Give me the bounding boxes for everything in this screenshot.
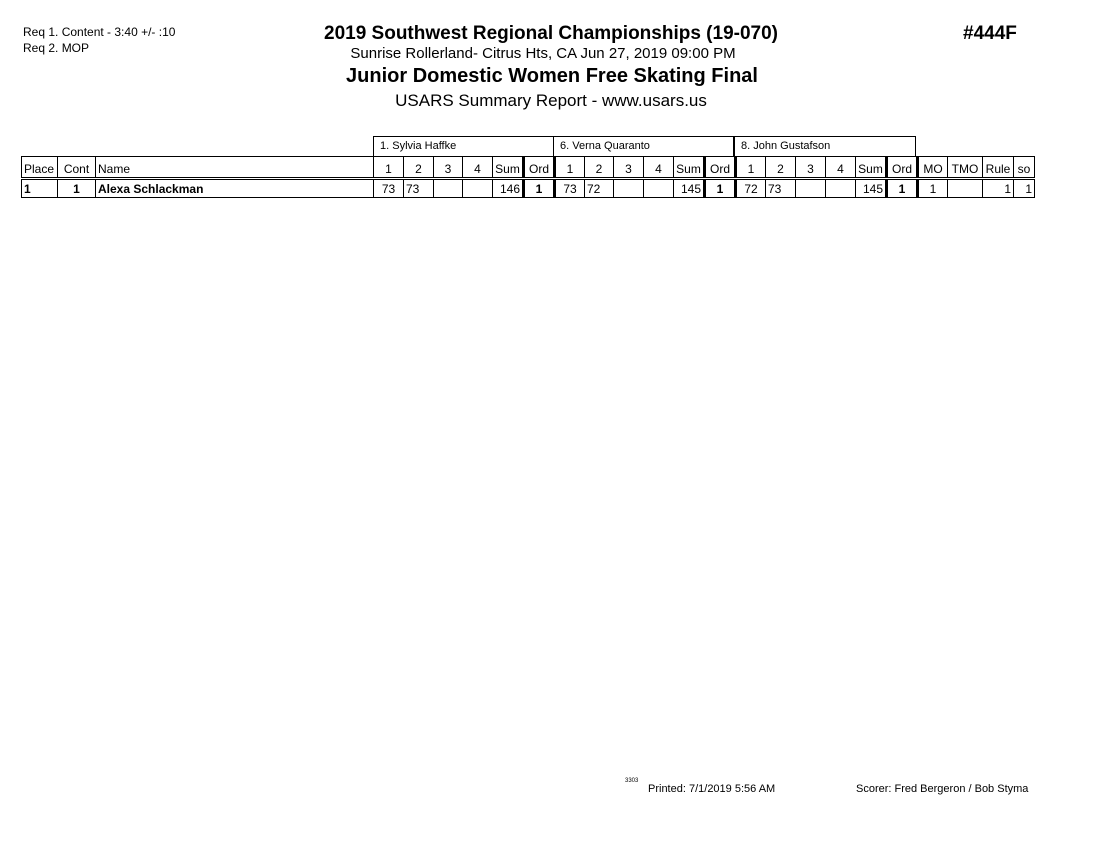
cell-j3-s1: 72 bbox=[736, 179, 766, 198]
col-j1-s3: 3 bbox=[434, 157, 463, 179]
cell-j1-s4 bbox=[463, 179, 493, 198]
col-j1-s1: 1 bbox=[374, 157, 404, 179]
col-j1-s2: 2 bbox=[404, 157, 434, 179]
footer-mark: 3303 bbox=[625, 778, 639, 784]
col-place: Place bbox=[22, 157, 58, 179]
cell-place: 1 bbox=[22, 179, 58, 198]
col-so: so bbox=[1014, 157, 1035, 179]
cell-cont: 1 bbox=[58, 179, 96, 198]
col-j1-s4: 4 bbox=[463, 157, 493, 179]
cell-rule: 1 bbox=[983, 179, 1014, 198]
event-number: #444F bbox=[963, 23, 1017, 44]
cell-j3-s3 bbox=[796, 179, 826, 198]
col-cont: Cont bbox=[58, 157, 96, 179]
cell-j2-s3 bbox=[614, 179, 644, 198]
cell-j2-ord: 1 bbox=[705, 179, 736, 198]
col-j2-sum: Sum bbox=[674, 157, 705, 179]
cell-j1-sum: 146 bbox=[493, 179, 524, 198]
cell-j2-s2: 72 bbox=[585, 179, 614, 198]
col-j2-ord: Ord bbox=[705, 157, 736, 179]
event-title: 2019 Southwest Regional Championships (19-070) bbox=[324, 23, 778, 44]
printed-timestamp: Printed: 7/1/2019 5:56 AM bbox=[648, 783, 776, 795]
cell-j3-ord: 1 bbox=[887, 179, 918, 198]
cell-j2-sum: 145 bbox=[674, 179, 705, 198]
table-header-row bbox=[22, 157, 1035, 179]
col-tmo: TMO bbox=[948, 157, 983, 179]
cell-j1-s1: 73 bbox=[374, 179, 404, 198]
judge-header-2: 6. Verna Quaranto bbox=[553, 136, 734, 156]
cell-j2-s1: 73 bbox=[555, 179, 585, 198]
cell-tmo bbox=[948, 179, 983, 198]
col-j2-s4: 4 bbox=[644, 157, 674, 179]
judge-header-1: 1. Sylvia Haffke bbox=[373, 136, 554, 156]
col-rule: Rule bbox=[983, 157, 1014, 179]
col-name: Name bbox=[96, 157, 374, 179]
col-j3-ord: Ord bbox=[887, 157, 918, 179]
cell-j1-s2: 73 bbox=[404, 179, 434, 198]
table-row bbox=[22, 179, 1035, 198]
cell-j3-sum: 145 bbox=[856, 179, 887, 198]
col-mo: MO bbox=[918, 157, 948, 179]
col-j2-s2: 2 bbox=[585, 157, 614, 179]
cell-j3-s4 bbox=[826, 179, 856, 198]
col-j2-s3: 3 bbox=[614, 157, 644, 179]
venue-line: Sunrise Rollerland- Citrus Hts, CA Jun 27, 2019 09:00 PM bbox=[350, 45, 736, 62]
cell-j1-ord: 1 bbox=[524, 179, 555, 198]
cell-mo: 1 bbox=[918, 179, 948, 198]
requirement-2: Req 2. MOP bbox=[23, 41, 90, 55]
col-j1-sum: Sum bbox=[493, 157, 524, 179]
report-subtitle: USARS Summary Report - www.usars.us bbox=[395, 91, 707, 110]
cell-j1-s3 bbox=[434, 179, 463, 198]
col-j3-s4: 4 bbox=[826, 157, 856, 179]
cell-j3-s2: 73 bbox=[766, 179, 796, 198]
col-j3-s1: 1 bbox=[736, 157, 766, 179]
col-j3-s3: 3 bbox=[796, 157, 826, 179]
cell-name: Alexa Schlackman bbox=[96, 179, 374, 198]
col-j3-s2: 2 bbox=[766, 157, 796, 179]
col-j1-ord: Ord bbox=[524, 157, 555, 179]
requirement-1: Req 1. Content - 3:40 +/- :10 bbox=[23, 25, 176, 39]
cell-j2-s4 bbox=[644, 179, 674, 198]
results-table bbox=[21, 156, 1035, 198]
col-j2-s1: 1 bbox=[555, 157, 585, 179]
col-j3-sum: Sum bbox=[856, 157, 887, 179]
cell-so: 1 bbox=[1014, 179, 1035, 198]
judge-header-3: 8. John Gustafson bbox=[734, 136, 916, 156]
category-title: Junior Domestic Women Free Skating Final bbox=[346, 65, 758, 87]
scorer-line: Scorer: Fred Bergeron / Bob Styma bbox=[856, 783, 1029, 795]
